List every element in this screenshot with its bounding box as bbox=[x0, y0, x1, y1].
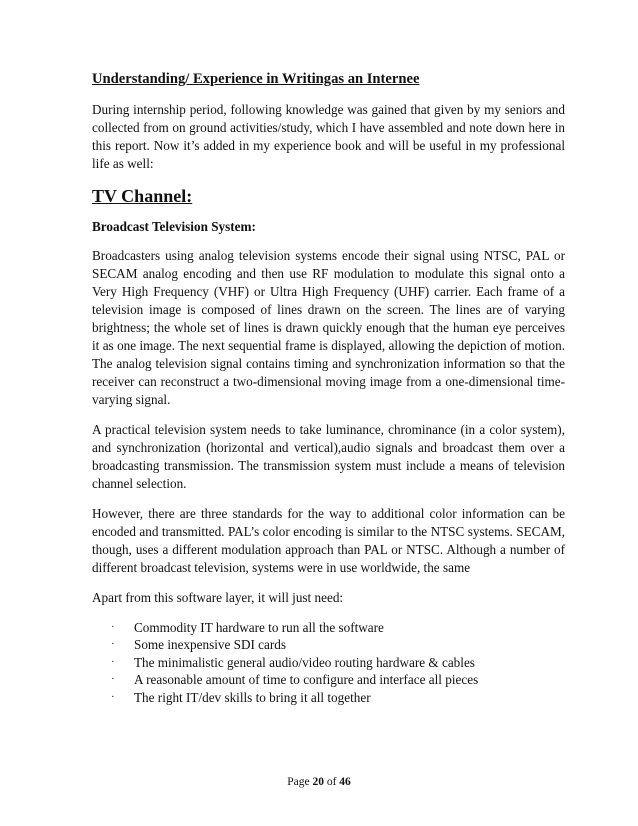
bullet-icon: · bbox=[111, 655, 115, 668]
bullet-icon: · bbox=[111, 673, 115, 686]
tv-channel-heading: TV Channel: bbox=[92, 186, 193, 206]
list-item bbox=[111, 689, 565, 706]
page-number: 20 bbox=[312, 776, 324, 788]
list-item-text: A reasonable amount of time to configure and interface all pieces bbox=[134, 672, 479, 688]
bullet-icon: · bbox=[111, 690, 115, 703]
body-paragraph: A practical television system needs to take luminance, chrominance (in a color system), and synchronization (horizontal and vertical),audio signals and broadcast them over a broadcasting transmission. The transmission system must include a means of television channel selection. bbox=[92, 422, 565, 491]
body-paragraph: Apart from this software layer, it will just need: bbox=[92, 590, 344, 605]
list-item bbox=[111, 619, 565, 636]
page-label: Page bbox=[287, 776, 310, 788]
section-title: Understanding/ Experience in Writingas an Internee bbox=[92, 71, 420, 87]
list-item bbox=[111, 654, 565, 671]
body-paragraph: However, there are three standards for the way to additional color information can be encoded and transmitted. PAL’s color encoding is similar to the NTSC systems. SECAM, though, uses a different modulation approach than PAL or NTSC. Although a number of different broadcast television, systems were in use worldwide, the same bbox=[92, 506, 565, 575]
total-pages: 46 bbox=[339, 776, 351, 788]
of-label: of bbox=[326, 776, 337, 788]
page-footer bbox=[0, 776, 638, 788]
intro-paragraph: During internship period, following knowledge was gained that given by my seniors and collected from on ground activities/study, which I have assembled and note down here in this report. Now it’s added in my experience book and will be useful in my professional life as well: bbox=[92, 102, 565, 171]
bullet-icon: · bbox=[111, 621, 115, 633]
page-content bbox=[92, 70, 565, 706]
list-item bbox=[111, 671, 565, 688]
body-paragraph: Broadcasters using analog television systems encode their signal using NTSC, PAL or SECAM analog encoding and then use RF modulation to modulate this signal onto a Very High Frequency (VHF) or Ultra High Frequency (UHF) carrier. Each frame of a television image is composed of lines drawn on the screen. The lines are of varying brightness; the whole set of lines is drawn quickly enough that the human eye perceives it as one image. The next sequential frame is displayed, allowing the depiction of motion. The analog television signal contains timing and synchronization information so that the receiver can reconstruct a two-dimensional moving image from a one-dimensional time-varying signal. bbox=[92, 248, 565, 407]
list-item-text: Some inexpensive SDI cards bbox=[134, 637, 286, 653]
list-item-text: The minimalistic general audio/video routing hardware & cables bbox=[134, 654, 475, 670]
bullet-icon: · bbox=[111, 638, 115, 651]
requirements-list bbox=[92, 619, 565, 706]
list-item-text: The right IT/dev skills to bring it all together bbox=[134, 689, 371, 705]
list-item bbox=[111, 636, 565, 653]
list-item-text: Commodity IT hardware to run all the software bbox=[134, 620, 384, 635]
broadcast-system-subheading: Broadcast Television System: bbox=[92, 219, 256, 234]
